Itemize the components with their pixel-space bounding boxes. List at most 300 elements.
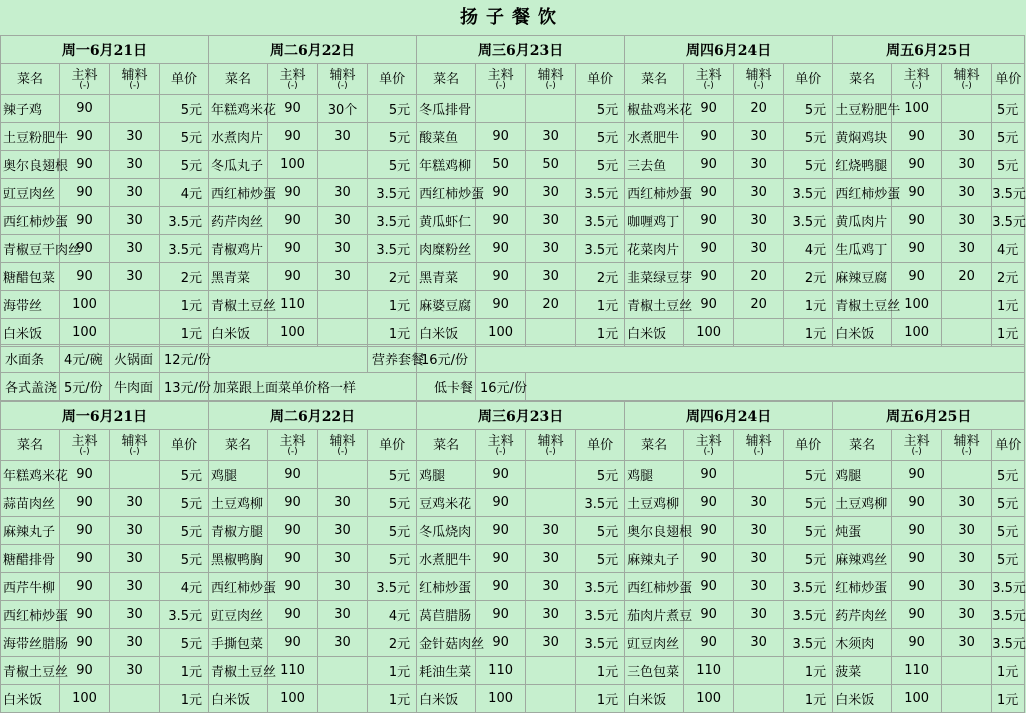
main-qty[interactable]: 90	[684, 601, 734, 629]
unit-price[interactable]: 3.5元	[576, 573, 625, 601]
dish-name[interactable]: 青椒土豆丝	[209, 291, 268, 319]
unit-price[interactable]: 3.5元	[576, 235, 625, 263]
side-qty[interactable]: 30	[734, 489, 784, 517]
dish-name[interactable]: 麻辣鸡丝	[833, 545, 892, 573]
dish-name[interactable]: 土豆鸡柳	[625, 489, 684, 517]
info-cell[interactable]: 16元/份	[417, 345, 476, 373]
side-qty[interactable]: 30	[942, 601, 992, 629]
main-qty[interactable]: 100	[684, 319, 734, 347]
unit-price[interactable]: 5元	[368, 517, 417, 545]
main-qty[interactable]: 90	[476, 235, 526, 263]
dish-name[interactable]: 西芹牛柳	[1, 573, 60, 601]
main-qty[interactable]: 50	[476, 151, 526, 179]
side-qty[interactable]: 30	[734, 517, 784, 545]
main-qty[interactable]: 90	[684, 545, 734, 573]
main-qty[interactable]: 90	[60, 461, 110, 489]
unit-price[interactable]: 5元	[160, 629, 209, 657]
side-qty[interactable]: 30	[734, 235, 784, 263]
unit-price[interactable]: 5元	[160, 489, 209, 517]
main-qty[interactable]	[476, 95, 526, 123]
main-qty[interactable]: 90	[60, 179, 110, 207]
unit-price[interactable]: 3.5元	[576, 489, 625, 517]
dish-name[interactable]: 白米饭	[209, 685, 268, 713]
dish-name[interactable]: 麻婆豆腐	[417, 291, 476, 319]
side-qty[interactable]	[318, 685, 368, 713]
side-qty[interactable]	[734, 685, 784, 713]
side-qty[interactable]: 30	[526, 573, 576, 601]
side-qty[interactable]	[318, 319, 368, 347]
dish-name[interactable]: 黑青菜	[417, 263, 476, 291]
dish-name[interactable]: 麻辣豆腐	[833, 263, 892, 291]
dish-name[interactable]: 白米饭	[209, 319, 268, 347]
side-qty[interactable]: 30	[526, 629, 576, 657]
main-qty[interactable]: 110	[268, 657, 318, 685]
unit-price[interactable]: 5元	[576, 151, 625, 179]
unit-price[interactable]: 4元	[784, 235, 833, 263]
main-qty[interactable]: 90	[684, 95, 734, 123]
unit-price[interactable]: 1元	[784, 291, 833, 319]
dish-name[interactable]: 西红柿炒蛋	[209, 179, 268, 207]
main-qty[interactable]: 90	[476, 573, 526, 601]
unit-price[interactable]: 5元	[992, 517, 1025, 545]
main-qty[interactable]: 90	[60, 95, 110, 123]
unit-price[interactable]: 1元	[784, 685, 833, 713]
unit-price[interactable]: 4元	[160, 179, 209, 207]
side-qty[interactable]: 30	[942, 207, 992, 235]
dish-name[interactable]: 海带丝腊肠	[1, 629, 60, 657]
side-qty[interactable]	[734, 461, 784, 489]
main-qty[interactable]: 100	[60, 291, 110, 319]
unit-price[interactable]: 3.5元	[784, 573, 833, 601]
unit-price[interactable]: 3.5元	[992, 179, 1025, 207]
dish-name[interactable]: 菠菜	[833, 657, 892, 685]
main-qty[interactable]: 100	[60, 685, 110, 713]
dish-name[interactable]: 鸡腿	[833, 461, 892, 489]
unit-price[interactable]: 5元	[160, 545, 209, 573]
main-qty[interactable]: 100	[892, 95, 942, 123]
side-qty[interactable]: 20	[734, 263, 784, 291]
side-qty[interactable]: 30	[318, 207, 368, 235]
unit-price[interactable]: 3.5元	[992, 629, 1025, 657]
side-qty[interactable]: 20	[734, 291, 784, 319]
unit-price[interactable]: 3.5元	[992, 207, 1025, 235]
dish-name[interactable]: 土豆粉肥牛	[833, 95, 892, 123]
dish-name[interactable]: 白米饭	[833, 685, 892, 713]
main-qty[interactable]: 90	[268, 123, 318, 151]
side-qty[interactable]: 30	[526, 207, 576, 235]
dish-name[interactable]: 药芹肉丝	[209, 207, 268, 235]
dish-name[interactable]: 耗油生菜	[417, 657, 476, 685]
dish-name[interactable]: 青椒土豆丝	[1, 657, 60, 685]
side-qty[interactable]: 30	[110, 489, 160, 517]
info-cell[interactable]: 牛肉面	[110, 373, 160, 401]
main-qty[interactable]: 100	[476, 319, 526, 347]
side-qty[interactable]: 30	[942, 179, 992, 207]
main-qty[interactable]: 90	[268, 517, 318, 545]
dish-name[interactable]: 奥尔良翅根	[625, 517, 684, 545]
unit-price[interactable]: 5元	[576, 123, 625, 151]
side-qty[interactable]: 30	[526, 179, 576, 207]
dish-name[interactable]: 白米饭	[625, 685, 684, 713]
dish-name[interactable]: 土豆鸡柳	[833, 489, 892, 517]
dish-name[interactable]: 糖醋排骨	[1, 545, 60, 573]
side-qty[interactable]: 30	[942, 517, 992, 545]
dish-name[interactable]: 水煮肥牛	[625, 123, 684, 151]
main-qty[interactable]: 90	[60, 123, 110, 151]
unit-price[interactable]: 3.5元	[784, 601, 833, 629]
main-qty[interactable]: 110	[476, 657, 526, 685]
unit-price[interactable]: 5元	[160, 461, 209, 489]
unit-price[interactable]: 3.5元	[160, 207, 209, 235]
dish-name[interactable]: 红柿炒蛋	[417, 573, 476, 601]
dish-name[interactable]: 豇豆肉丝	[209, 601, 268, 629]
dish-name[interactable]: 白米饭	[1, 319, 60, 347]
side-qty[interactable]: 30	[734, 179, 784, 207]
main-qty[interactable]: 100	[892, 685, 942, 713]
main-qty[interactable]: 90	[892, 263, 942, 291]
side-qty[interactable]	[526, 657, 576, 685]
main-qty[interactable]: 90	[476, 461, 526, 489]
unit-price[interactable]: 2元	[368, 263, 417, 291]
side-qty[interactable]: 30	[110, 545, 160, 573]
main-qty[interactable]: 90	[684, 629, 734, 657]
dish-name[interactable]: 辣子鸡	[1, 95, 60, 123]
side-qty[interactable]: 30	[110, 263, 160, 291]
side-qty[interactable]: 30	[942, 235, 992, 263]
unit-price[interactable]: 5元	[992, 545, 1025, 573]
main-qty[interactable]: 90	[476, 179, 526, 207]
side-qty[interactable]	[942, 461, 992, 489]
unit-price[interactable]: 3.5元	[992, 573, 1025, 601]
info-cell[interactable]: 加菜跟上面菜单价格一样	[209, 373, 417, 401]
unit-price[interactable]: 5元	[576, 95, 625, 123]
side-qty[interactable]: 30	[110, 517, 160, 545]
main-qty[interactable]: 90	[684, 123, 734, 151]
unit-price[interactable]: 1元	[368, 685, 417, 713]
unit-price[interactable]: 1元	[992, 685, 1025, 713]
unit-price[interactable]: 3.5元	[368, 573, 417, 601]
dish-name[interactable]: 金针菇肉丝	[417, 629, 476, 657]
dish-name[interactable]: 西红柿炒蛋	[833, 179, 892, 207]
main-qty[interactable]: 90	[268, 601, 318, 629]
dish-name[interactable]: 鸡腿	[209, 461, 268, 489]
unit-price[interactable]: 5元	[368, 545, 417, 573]
dish-name[interactable]: 冬瓜排骨	[417, 95, 476, 123]
unit-price[interactable]: 1元	[784, 319, 833, 347]
dish-name[interactable]: 黄焖鸡块	[833, 123, 892, 151]
main-qty[interactable]: 90	[268, 263, 318, 291]
main-qty[interactable]: 90	[892, 629, 942, 657]
side-qty[interactable]: 30	[110, 629, 160, 657]
info-cell[interactable]	[476, 345, 1025, 373]
side-qty[interactable]	[318, 461, 368, 489]
main-qty[interactable]: 90	[476, 545, 526, 573]
dish-name[interactable]: 莴苣腊肠	[417, 601, 476, 629]
dish-name[interactable]: 木须肉	[833, 629, 892, 657]
unit-price[interactable]: 5元	[992, 123, 1025, 151]
dish-name[interactable]: 青椒方腿	[209, 517, 268, 545]
side-qty[interactable]	[318, 291, 368, 319]
side-qty[interactable]	[526, 319, 576, 347]
info-cell[interactable]: 水面条	[1, 345, 60, 373]
side-qty[interactable]: 30	[526, 545, 576, 573]
dish-name[interactable]: 麻辣丸子	[625, 545, 684, 573]
side-qty[interactable]	[942, 319, 992, 347]
dish-name[interactable]: 麻辣丸子	[1, 517, 60, 545]
unit-price[interactable]: 1元	[160, 319, 209, 347]
dish-name[interactable]: 咖喱鸡丁	[625, 207, 684, 235]
main-qty[interactable]: 90	[60, 545, 110, 573]
side-qty[interactable]	[526, 461, 576, 489]
side-qty[interactable]: 20	[734, 95, 784, 123]
dish-name[interactable]: 海带丝	[1, 291, 60, 319]
info-cell[interactable]	[526, 373, 1025, 401]
side-qty[interactable]: 30	[734, 207, 784, 235]
dish-name[interactable]: 豇豆肉丝	[625, 629, 684, 657]
unit-price[interactable]: 1元	[368, 319, 417, 347]
side-qty[interactable]	[942, 685, 992, 713]
dish-name[interactable]: 西红柿炒蛋	[417, 179, 476, 207]
dish-name[interactable]: 西红柿炒蛋	[625, 573, 684, 601]
main-qty[interactable]: 90	[684, 489, 734, 517]
side-qty[interactable]	[942, 95, 992, 123]
dish-name[interactable]: 白米饭	[1, 685, 60, 713]
unit-price[interactable]: 2元	[992, 263, 1025, 291]
main-qty[interactable]: 90	[892, 545, 942, 573]
unit-price[interactable]: 5元	[368, 461, 417, 489]
dish-name[interactable]: 冬瓜烧肉	[417, 517, 476, 545]
main-qty[interactable]: 90	[892, 179, 942, 207]
dish-name[interactable]: 鸡腿	[417, 461, 476, 489]
unit-price[interactable]: 5元	[992, 151, 1025, 179]
unit-price[interactable]: 1元	[992, 291, 1025, 319]
side-qty[interactable]	[110, 319, 160, 347]
main-qty[interactable]: 90	[892, 151, 942, 179]
side-qty[interactable]: 30	[318, 629, 368, 657]
side-qty[interactable]	[734, 657, 784, 685]
unit-price[interactable]: 5元	[992, 95, 1025, 123]
main-qty[interactable]: 90	[892, 601, 942, 629]
dish-name[interactable]: 花菜肉片	[625, 235, 684, 263]
unit-price[interactable]: 5元	[784, 95, 833, 123]
main-qty[interactable]: 90	[476, 489, 526, 517]
main-qty[interactable]: 90	[60, 489, 110, 517]
unit-price[interactable]: 5元	[784, 545, 833, 573]
info-cell[interactable]: 火锅面	[110, 345, 160, 373]
main-qty[interactable]: 90	[60, 517, 110, 545]
dish-name[interactable]: 西红柿炒蛋	[1, 601, 60, 629]
side-qty[interactable]	[318, 657, 368, 685]
unit-price[interactable]: 1元	[368, 657, 417, 685]
unit-price[interactable]: 2元	[576, 263, 625, 291]
side-qty[interactable]	[110, 685, 160, 713]
dish-name[interactable]: 冬瓜丸子	[209, 151, 268, 179]
main-qty[interactable]: 100	[268, 319, 318, 347]
side-qty[interactable]: 20	[942, 263, 992, 291]
side-qty[interactable]: 30	[318, 179, 368, 207]
dish-name[interactable]: 鸡腿	[625, 461, 684, 489]
side-qty[interactable]: 30	[526, 235, 576, 263]
unit-price[interactable]: 5元	[160, 517, 209, 545]
side-qty[interactable]	[110, 461, 160, 489]
main-qty[interactable]: 90	[268, 489, 318, 517]
side-qty[interactable]: 30	[734, 151, 784, 179]
unit-price[interactable]: 3.5元	[368, 179, 417, 207]
side-qty[interactable]: 30	[526, 601, 576, 629]
main-qty[interactable]: 90	[476, 291, 526, 319]
side-qty[interactable]: 30	[734, 573, 784, 601]
main-qty[interactable]: 100	[476, 685, 526, 713]
side-qty[interactable]	[734, 319, 784, 347]
main-qty[interactable]: 90	[476, 517, 526, 545]
side-qty[interactable]	[318, 151, 368, 179]
unit-price[interactable]: 5元	[160, 123, 209, 151]
main-qty[interactable]: 90	[476, 601, 526, 629]
main-qty[interactable]: 110	[268, 291, 318, 319]
main-qty[interactable]: 90	[268, 573, 318, 601]
main-qty[interactable]: 100	[60, 319, 110, 347]
unit-price[interactable]: 4元	[160, 573, 209, 601]
unit-price[interactable]: 3.5元	[160, 235, 209, 263]
side-qty[interactable]: 30	[318, 263, 368, 291]
unit-price[interactable]: 2元	[160, 263, 209, 291]
side-qty[interactable]: 30	[942, 489, 992, 517]
main-qty[interactable]: 90	[892, 123, 942, 151]
dish-name[interactable]: 青椒土豆丝	[833, 291, 892, 319]
dish-name[interactable]: 豇豆肉丝	[1, 179, 60, 207]
dish-name[interactable]: 黑椒鸭胸	[209, 545, 268, 573]
unit-price[interactable]: 3.5元	[576, 179, 625, 207]
main-qty[interactable]: 90	[684, 263, 734, 291]
side-qty[interactable]: 30	[942, 629, 992, 657]
main-qty[interactable]: 90	[892, 235, 942, 263]
main-qty[interactable]: 90	[684, 179, 734, 207]
unit-price[interactable]: 5元	[784, 151, 833, 179]
dish-name[interactable]: 红柿炒蛋	[833, 573, 892, 601]
main-qty[interactable]: 90	[268, 629, 318, 657]
main-qty[interactable]: 110	[892, 657, 942, 685]
side-qty[interactable]: 30	[942, 123, 992, 151]
dish-name[interactable]: 豆鸡米花	[417, 489, 476, 517]
main-qty[interactable]: 90	[684, 291, 734, 319]
unit-price[interactable]: 1元	[992, 657, 1025, 685]
dish-name[interactable]: 糖醋包菜	[1, 263, 60, 291]
unit-price[interactable]: 1元	[576, 291, 625, 319]
main-qty[interactable]: 100	[268, 151, 318, 179]
dish-name[interactable]: 茄肉片煮豆	[625, 601, 684, 629]
dish-name[interactable]: 年糕鸡米花	[1, 461, 60, 489]
dish-name[interactable]: 白米饭	[625, 319, 684, 347]
unit-price[interactable]: 5元	[368, 95, 417, 123]
side-qty[interactable]: 30	[734, 545, 784, 573]
info-cell[interactable]: 13元/份	[160, 373, 209, 401]
main-qty[interactable]: 90	[60, 263, 110, 291]
side-qty[interactable]: 30	[734, 629, 784, 657]
dish-name[interactable]: 三色包菜	[625, 657, 684, 685]
main-qty[interactable]: 90	[892, 517, 942, 545]
main-qty[interactable]: 90	[60, 207, 110, 235]
dish-name[interactable]: 黄瓜虾仁	[417, 207, 476, 235]
main-qty[interactable]: 90	[892, 573, 942, 601]
main-qty[interactable]: 90	[60, 629, 110, 657]
side-qty[interactable]: 30	[942, 545, 992, 573]
main-qty[interactable]: 90	[60, 235, 110, 263]
unit-price[interactable]: 4元	[992, 235, 1025, 263]
unit-price[interactable]: 3.5元	[368, 207, 417, 235]
main-qty[interactable]: 90	[268, 235, 318, 263]
unit-price[interactable]: 4元	[368, 601, 417, 629]
side-qty[interactable]	[526, 95, 576, 123]
main-qty[interactable]: 90	[892, 461, 942, 489]
dish-name[interactable]: 西红柿炒蛋	[625, 179, 684, 207]
main-qty[interactable]: 90	[476, 263, 526, 291]
side-qty[interactable]: 30	[734, 123, 784, 151]
dish-name[interactable]: 水煮肥牛	[417, 545, 476, 573]
main-qty[interactable]: 110	[684, 657, 734, 685]
side-qty[interactable]: 30	[110, 207, 160, 235]
dish-name[interactable]: 生瓜鸡丁	[833, 235, 892, 263]
side-qty[interactable]: 30	[110, 601, 160, 629]
side-qty[interactable]: 30	[110, 123, 160, 151]
dish-name[interactable]: 药芹肉丝	[833, 601, 892, 629]
main-qty[interactable]: 90	[60, 657, 110, 685]
side-qty[interactable]: 30	[526, 517, 576, 545]
main-qty[interactable]: 90	[476, 123, 526, 151]
side-qty[interactable]	[110, 291, 160, 319]
main-qty[interactable]: 90	[268, 207, 318, 235]
dish-name[interactable]: 手撕包菜	[209, 629, 268, 657]
dish-name[interactable]: 炖蛋	[833, 517, 892, 545]
unit-price[interactable]: 5元	[992, 489, 1025, 517]
unit-price[interactable]: 1元	[368, 291, 417, 319]
main-qty[interactable]: 90	[684, 151, 734, 179]
dish-name[interactable]: 白米饭	[417, 319, 476, 347]
side-qty[interactable]	[526, 489, 576, 517]
side-qty[interactable]: 30	[942, 573, 992, 601]
side-qty[interactable]: 30	[318, 235, 368, 263]
dish-name[interactable]: 西红柿炒蛋	[1, 207, 60, 235]
unit-price[interactable]: 5元	[784, 517, 833, 545]
dish-name[interactable]: 椒盐鸡米花	[625, 95, 684, 123]
side-qty[interactable]: 30	[318, 601, 368, 629]
dish-name[interactable]: 白米饭	[417, 685, 476, 713]
dish-name[interactable]: 年糕鸡柳	[417, 151, 476, 179]
dish-name[interactable]: 黑青菜	[209, 263, 268, 291]
dish-name[interactable]: 蒜苗肉丝	[1, 489, 60, 517]
main-qty[interactable]: 90	[476, 629, 526, 657]
main-qty[interactable]: 90	[268, 461, 318, 489]
unit-price[interactable]: 3.5元	[576, 629, 625, 657]
main-qty[interactable]: 100	[684, 685, 734, 713]
main-qty[interactable]: 100	[892, 291, 942, 319]
main-qty[interactable]: 90	[60, 151, 110, 179]
side-qty[interactable]	[942, 291, 992, 319]
main-qty[interactable]: 100	[892, 319, 942, 347]
unit-price[interactable]: 5元	[160, 95, 209, 123]
side-qty[interactable]: 30	[110, 151, 160, 179]
unit-price[interactable]: 1元	[160, 685, 209, 713]
dish-name[interactable]: 年糕鸡米花	[209, 95, 268, 123]
main-qty[interactable]: 90	[60, 573, 110, 601]
unit-price[interactable]: 5元	[576, 461, 625, 489]
side-qty[interactable]: 30	[318, 123, 368, 151]
info-cell[interactable]: 12元/份	[160, 345, 209, 373]
dish-name[interactable]: 青椒鸡片	[209, 235, 268, 263]
side-qty[interactable]: 30	[526, 123, 576, 151]
info-cell[interactable]: 4元/碗	[60, 345, 110, 373]
unit-price[interactable]: 5元	[368, 151, 417, 179]
dish-name[interactable]: 肉糜粉丝	[417, 235, 476, 263]
